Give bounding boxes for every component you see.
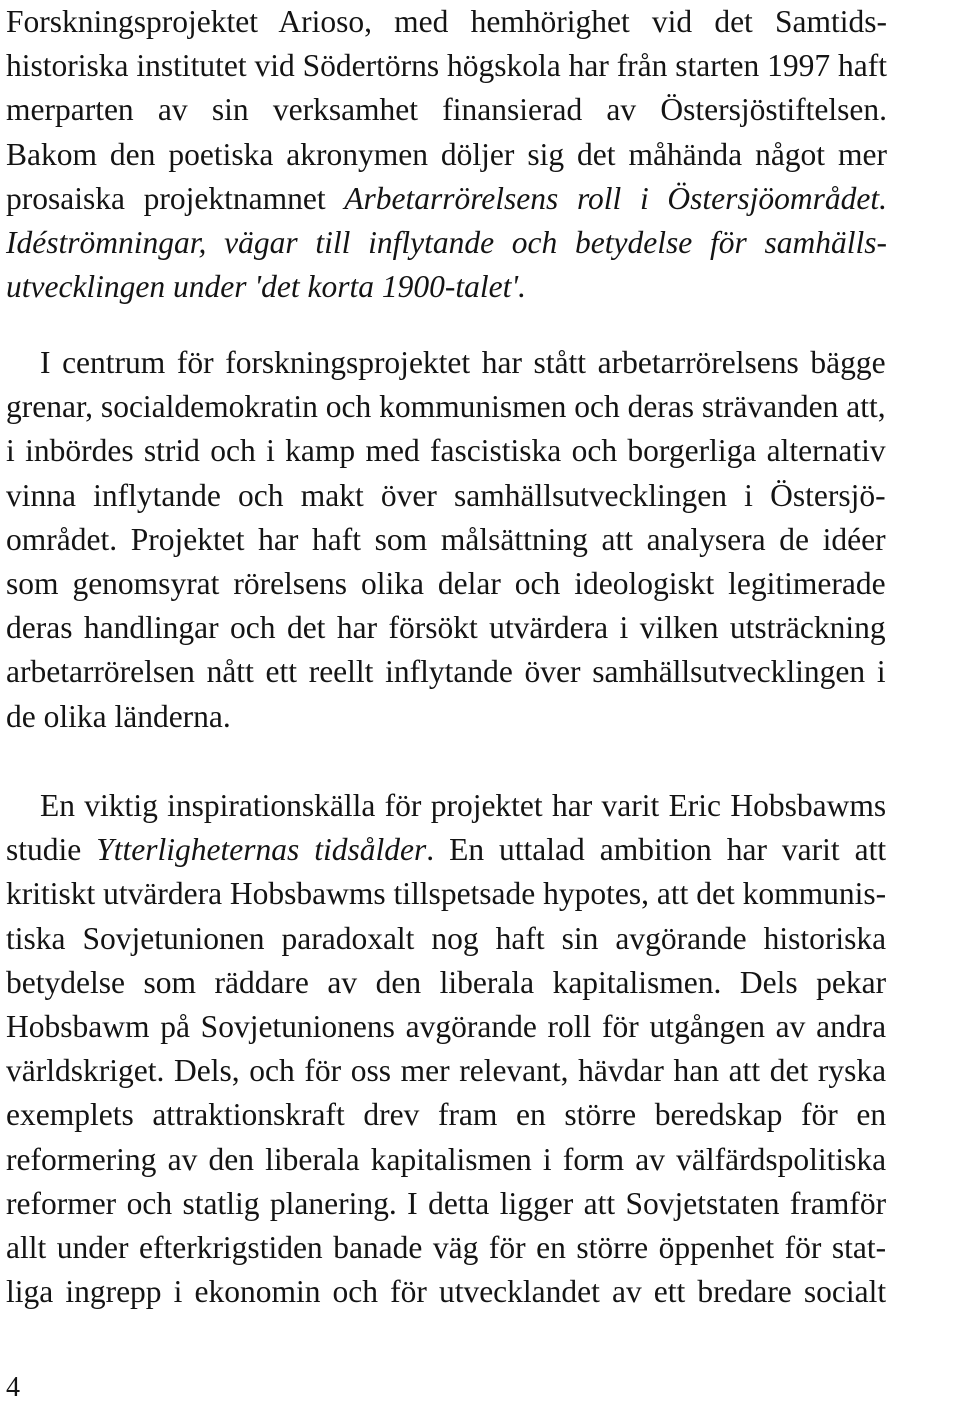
text-line: Hobsbawm på Sovjetunionens avgörande roll för utgången av andra bbox=[6, 1009, 887, 1045]
text-line: området. Projektet har haft som målsättning att analysera de idéer bbox=[6, 521, 886, 557]
project-title-italic: utvecklingen under 'det korta 1900-talet'. bbox=[6, 269, 526, 305]
text-line: vinna inflytande och makt över samhällsutvecklingen i Östersjö- bbox=[6, 477, 886, 513]
text-line: historiska institutet vid Södertörns högskola har från starten 1997 haft bbox=[6, 48, 887, 84]
text-line: arbetarrörelsen nått ett reellt inflytande över samhällsutvecklingen i bbox=[6, 654, 886, 690]
text-line: grenar, socialdemokratin och kommunismen och deras strävanden att, bbox=[6, 389, 886, 425]
text-line bbox=[6, 221, 887, 265]
book-title-italic: Ytterligheternas tidsålder bbox=[96, 832, 427, 868]
text-line: deras handlingar och det har försökt utvärdera i vilken utsträckning bbox=[6, 610, 886, 646]
text-line: I centrum för forskningsprojektet har stått arbetarrörelsens bägge bbox=[40, 345, 886, 380]
text-line: Forskningsprojektet Arioso, med hemhörighet vid det Samtids- bbox=[6, 4, 887, 39]
text-line: i inbördes strid och i kamp med fascistiska och borgerliga alternativ bbox=[6, 433, 886, 469]
paragraph-project-focus bbox=[6, 341, 886, 739]
project-title-italic: Idéströmningar, vägar till inflytande och betydelse för samhälls- bbox=[6, 225, 887, 261]
text-line: som genomsyrat rörelsens olika delar och ideologiskt legitimerade bbox=[6, 566, 886, 602]
project-title-italic: Arbetarrörelsens roll i Östersjöområdet. bbox=[344, 180, 887, 216]
text-line: tiska Sovjetunionen paradoxalt nog haft sin avgörande historiska bbox=[6, 920, 887, 956]
paragraph-intro bbox=[6, 0, 887, 309]
text-line bbox=[6, 265, 887, 309]
text-run: . En uttalad ambition har varit att bbox=[426, 832, 887, 868]
text-line bbox=[6, 177, 887, 221]
paragraph-hobsbawm bbox=[6, 784, 886, 1314]
text-line: betydelse som räddare av den liberala kapitalismen. Dels pekar bbox=[6, 964, 887, 1000]
text-line: En viktig inspirationskälla för projektet har varit Eric Hobsbawms bbox=[40, 788, 887, 823]
text-line: kritiskt utvärdera Hobsbawms tillspetsade hypotes, att det kommunis- bbox=[6, 876, 887, 912]
text-line: världskriget. Dels, och för oss mer relevant, hävdar han att det ryska bbox=[6, 1053, 887, 1089]
text-run: prosaiska projektnamnet bbox=[6, 180, 345, 216]
text-line: exemplets attraktionskraft drev fram en större beredskap för en bbox=[6, 1097, 887, 1133]
text-line: allt under efterkrigstiden banade väg för en större öppenhet för stat- bbox=[6, 1230, 887, 1266]
text-line: de olika länderna. bbox=[6, 698, 231, 734]
text-line: merparten av sin verksamhet finansierad av Östersjöstiftelsen. bbox=[6, 92, 887, 128]
text-line: reformering av den liberala kapitalismen i form av välfärdspolitiska bbox=[6, 1141, 887, 1177]
text-run: studie bbox=[6, 832, 97, 868]
text-line: liga ingrepp i ekonomin och för utvecklandet av ett bredare socialt bbox=[6, 1274, 887, 1310]
text-line: reformer och statlig planering. I detta ligger att Sovjetstaten framför bbox=[6, 1185, 887, 1221]
text-line: Bakom den poetiska akronymen döljer sig det måhända något mer bbox=[6, 136, 887, 172]
text-line bbox=[6, 828, 886, 872]
page-number: 4 bbox=[6, 1372, 20, 1403]
